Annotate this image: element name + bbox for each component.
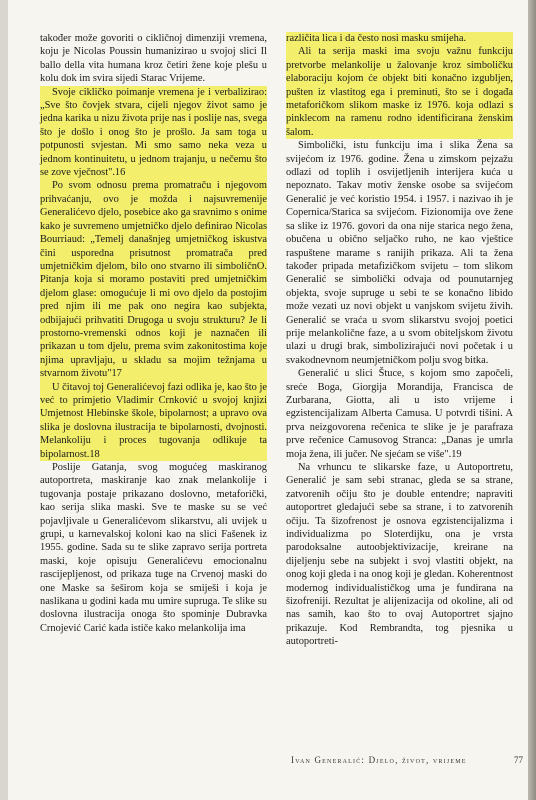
highlighted-paragraph — [286, 45, 513, 139]
paragraph-text: također može govoriti o cikličnoj dimenziji vremena, koju je Nicolas Poussin humanizirao u svojoj slici Il ballo della vita humana kroz četiri žene koje plešu u kolu dok im svira sijedi Starac Vrijeme. — [40, 33, 267, 85]
highlighted-paragraph — [40, 86, 267, 180]
paragraph-text: Simbolički, istu funkciju ima i slika Žena sa svijećom iz 1976. godine. Žena u zimskom pejzažu odlazi od toplih i osvijetljenih interijera kuća u nepoznato. Takav motiv ženske osobe sa svijećom Generalić je već koristio 1954. i 1957. i nazivao ih je Copernica/Starica sa svijećom. Fizionomija ove žene sa slike iz 1976. govori da ona nije starica nego žena, obučena u obično seljačko ruho, ne kao vještice raspuštene marame s ranijih prikaza. Ali ta žena također pripada metafizičkom svijetu – tom slikom Generalić se simbolički odvaja od pounutarnjeg objekta, svoje supruge u sebi te se konačno libido može vezati uz novi objekt u vanjskom svijetu živih. Generalić se vraća u svom slikarstvu svojoj poetici prije melankolične faze, a u svom obiteljskom životu ulazi u drugi brak, simbolizirajući novi početak i u svakodnevnom neumjetničkom polju svog bitka. — [286, 140, 513, 366]
paragraph-text: Po svom odnosu prema promatraču i njegovom prihvaćanju, ovo je možda i najsuvremenije Generalićevo djelo, posebice ako ga sravnimo s onime kako je suvremeno umjetničko djelo definirao Nicolas Bourriaud: „Temelj današnjeg umjetničkog iskustva čini usporedna prisutnost promatrača pred umjetničkim djelom, bilo ono stvarno ili simboličnO. Pitanja koja si moramo postaviti pred umjetničkim djelom glase: omogućuje li mi ovo djelo da postojim pred njim ili me pak ono negira kao subjekta, odbijajući prihvatiti Drugoga u svoju strukturu? Je li prostorno-vremenski odnos koji je naznačen ili prikazan u tom djelu, prema svim zakonitostima koje njima upravljaju, u skladu sa mojim težnjama u stvarnom životu"17 — [40, 180, 267, 380]
paragraph-text: Svoje cikličko poimanje vremena je i verbalizirao: „Sve što čovjek stvara, cijeli njegov život samo je jedna karika u nizu života prije nas i poslije nas, svega što je došlo i onog što je prošlo. Ja sam toga u potpunosti svjestan. Mi smo samo neka veza u jednom kontinuitetu, u jednom trajanju, u nečemu što se zove vječnost".16 — [40, 86, 267, 179]
left-text-column — [40, 32, 267, 635]
paragraph-text: različita lica i da često nosi masku smijeha. — [286, 33, 467, 44]
highlighted-paragraph — [286, 32, 513, 45]
paragraph-text: Poslije Gatanja, svog mogućeg maskiranog autoportreta, maskiranje kao znak melankolije i tugovanja postaje prikazano doslovno, metaforički, kao serija slika maski. Sve te maske su se već pojavljivale u Generalićevom slikarstvu, ali uvijek u grupi, u karnevalskoj koloni kao na slici Fašenek iz 1955. godine. Sada su te slike zapravo serija portreta maski, koje opisuju Generalićevu emocionalnu rascijepljenost, od prikaza tuge na Crvenoj maski do one Maske sa šeširom koja se smiješi i koja je naslikana u godini kada mu umire supruga. Te slike su doslovna ilustracija onoga što spominje Dubravka Crnojević Carić kada ističe kako melankolija ima — [40, 462, 267, 634]
right-text-column — [286, 32, 513, 649]
paragraph — [40, 461, 267, 635]
paragraph — [286, 367, 513, 461]
paragraph-text: Ali ta serija maski ima svoju važnu funkciju pretvorbe melankolije u žalovanje kroz simboličku elaboraciju kojom će objekt biti konačno izgubljen, pušten iz vlastitog ega i preminuti, što se i događa metaforičkom slikom maske iz 1976. koja odlazi s pinklecom na ramenu rodno identificirana ženskim šalom. — [286, 46, 513, 138]
paragraph-text: Na vrhuncu te slikarske faze, u Autoportretu, Generalić je sam sebi stranac, gleda se sa strane, zatvorenih očiju što je double entendre; napraviti autoportret gledajući sebe sa strane, i to zatvorenih očiju. Ta šizofrenost je osnova egzistencijalizma i individualizma po Sloterdijku, ona je vrsta parodoksalne autoobjektivizacije, kreirane na dijeljenju sebe na subjekt i svoj vlastiti objekt, na onog koji gleda i na onog koji je gledan. Koherentnost modernog individualističkog uma je fundirana na šizofreniji. Rezultat je alijenizacija od okoline, ali od nas samih, kao što to ovaj Autoportret sjajno prikazuje. Kod Rembrandta, tog pjesnika u autoportreti- — [286, 462, 513, 648]
book-page — [8, 0, 529, 800]
paragraph-text: Generalić u slici Štuce, s kojom smo započeli, sreće Boga, Giorgija Morandija, Francisca de Zurbarana, Giotta, ali u isto vrijeme i egzistencijalizam Alberta Camusa. U potvrdi tišini. A prva neizgovorena rečenica te slike je je parafraza prve rečenice Camusovog Stranca: „Danas je umrla moja žena, ili jučer. Ne sjećam se više".19 — [286, 368, 513, 460]
paragraph — [286, 461, 513, 649]
highlighted-paragraph — [40, 179, 267, 380]
page-number: 77 — [514, 755, 523, 765]
paragraph — [286, 139, 513, 367]
paragraph — [40, 32, 267, 86]
highlighted-paragraph — [40, 381, 267, 461]
page-edge-shadow — [528, 0, 536, 800]
running-title: Ivan Generalić: Djelo, život, vrijeme — [291, 755, 467, 765]
paragraph-text: U čitavoj toj Generalićevoj fazi odlika je, kao što je već to primjetio Vladimir Crnković u svojoj knjizi Umjetnost Hlebinske škole, bipolarnost; a upravo ova slika je doslovna ilustracija te bipolarnosti, dvojnosti. Melankoliju i proces tugovanja odlikuje ta bipolarnost.18 — [40, 381, 267, 460]
page-footer — [291, 755, 531, 765]
